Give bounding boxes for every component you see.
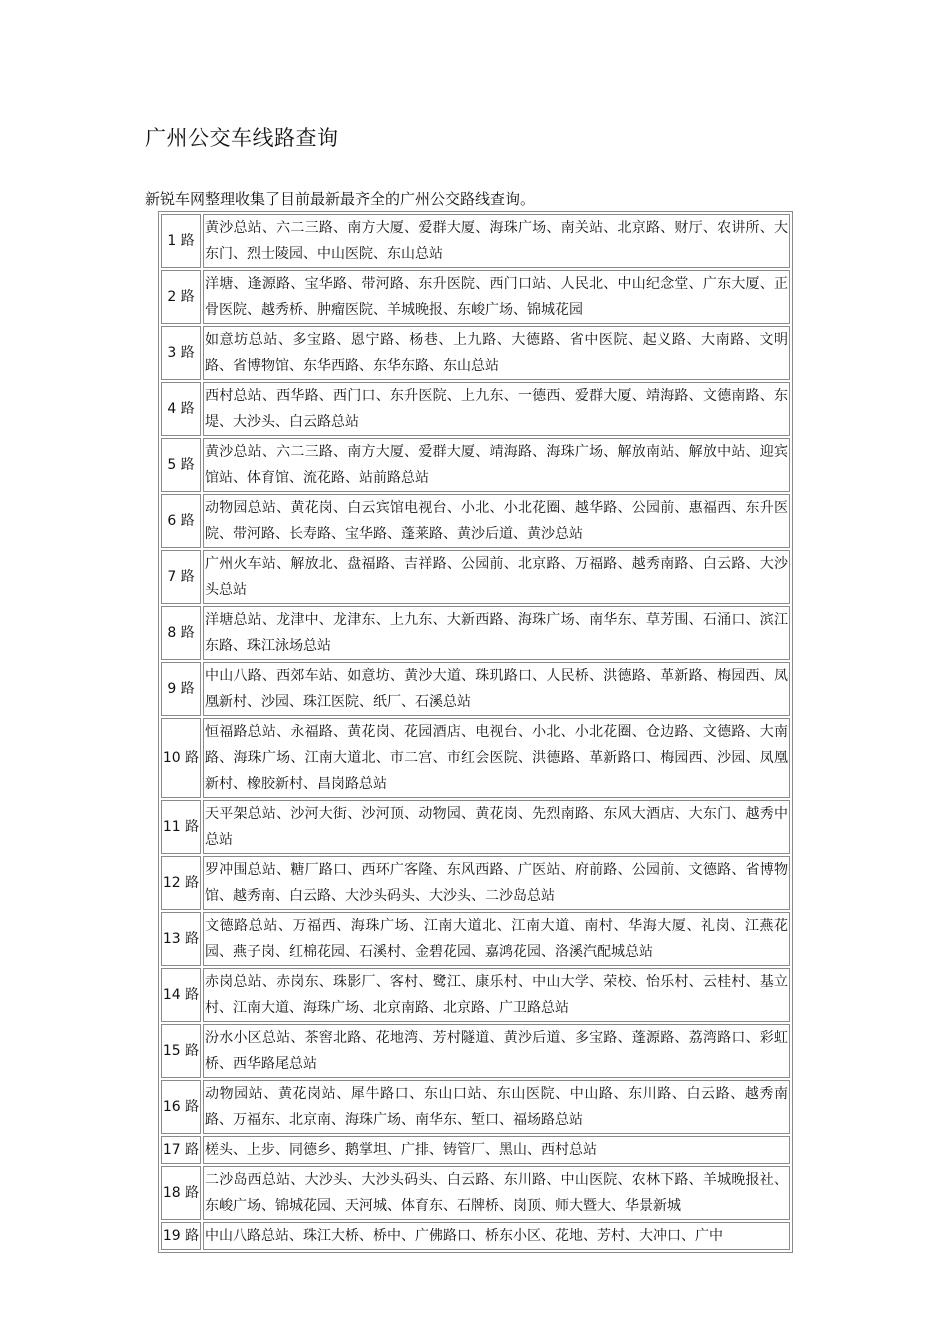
route-number: 17 路 [161,1136,201,1164]
table-row [161,718,790,798]
route-number: 5 路 [161,438,201,492]
table-row [161,912,790,966]
table-row [161,606,790,660]
table-row [161,856,790,910]
route-table [158,211,793,1253]
route-number: 8 路 [161,606,201,660]
route-stops: 文德路总站、万福西、海珠广场、江南大道北、江南大道、南村、华海大厦、礼岗、江燕花园、燕子岗、红棉花园、石溪村、金碧花园、嘉鸿花园、洛溪汽配城总站 [203,912,790,966]
table-row [161,1222,790,1250]
route-number: 18 路 [161,1166,201,1220]
route-stops: 如意坊总站、多宝路、恩宁路、杨巷、上九路、大德路、省中医院、起义路、大南路、文明路、省博物馆、东华西路、东华东路、东山总站 [203,326,790,380]
route-stops: 罗冲围总站、糖厂路口、西环广客隆、东风西路、广医站、府前路、公园前、文德路、省博物馆、越秀南、白云路、大沙头码头、大沙头、二沙岛总站 [203,856,790,910]
route-stops: 广州火车站、解放北、盘福路、吉祥路、公园前、北京路、万福路、越秀南路、白云路、大沙头总站 [203,550,790,604]
route-number: 12 路 [161,856,201,910]
table-row [161,550,790,604]
table-row [161,1166,790,1220]
route-number: 19 路 [161,1222,201,1250]
table-row [161,968,790,1022]
table-row [161,438,790,492]
route-stops: 天平架总站、沙河大街、沙河顶、动物园、黄花岗、先烈南路、东风大酒店、大东门、越秀中总站 [203,800,790,854]
table-row [161,270,790,324]
table-row [161,1024,790,1078]
route-stops: 西村总站、西华路、西门口、东升医院、上九东、一德西、爱群大厦、靖海路、文德南路、东堤、大沙头、白云路总站 [203,382,790,436]
table-row [161,662,790,716]
table-row [161,214,790,268]
route-number: 15 路 [161,1024,201,1078]
route-stops: 二沙岛西总站、大沙头、大沙头码头、白云路、东川路、中山医院、农林下路、羊城晚报社、东峻广场、锦城花园、天河城、体育东、石牌桥、岗顶、师大暨大、华景新城 [203,1166,790,1220]
route-stops: 洋塘总站、龙津中、龙津东、上九东、大新西路、海珠广场、南华东、草芳围、石涌口、滨江东路、珠江泳场总站 [203,606,790,660]
route-stops: 黄沙总站、六二三路、南方大厦、爱群大厦、海珠广场、南关站、北京路、财厅、农讲所、大东门、烈士陵园、中山医院、东山总站 [203,214,790,268]
route-number: 2 路 [161,270,201,324]
intro-text: 新锐车网整理收集了目前最新最齐全的广州公交路线查询。 [145,190,536,208]
route-stops-cell [203,1222,790,1250]
route-number: 9 路 [161,662,201,716]
route-number: 1 路 [161,214,201,268]
table-row [161,800,790,854]
route-stops: 恒福路总站、永福路、黄花岗、花园酒店、电视台、小北、小北花圈、仓边路、文德路、大南路、海珠广场、江南大道北、市二宫、市红会医院、洪德路、革新路口、梅园西、沙园、凤凰新村、橡胶新村、昌岗路总站 [203,718,790,798]
route-stops: 动物园站、黄花岗站、犀牛路口、东山口站、东山医院、中山路、东川路、白云路、越秀南路、万福东、北京南、海珠广场、南华东、堑口、福场路总站 [203,1080,790,1134]
route-stops: 槎头、上步、同德乡、鹅掌坦、广排、铸管厂、黑山、西村总站 [203,1136,790,1164]
route-number: 16 路 [161,1080,201,1134]
route-number: 4 路 [161,382,201,436]
table-row [161,1136,790,1164]
page-title: 广州公交车线路查询 [145,126,339,150]
route-number: 7 路 [161,550,201,604]
table-row [161,326,790,380]
route-stops: 中山八路、西郊车站、如意坊、黄沙大道、珠玑路口、人民桥、洪德路、革新路、梅园西、凤凰新村、沙园、珠江医院、纸厂、石溪总站 [203,662,790,716]
route-stops: 动物园总站、黄花岗、白云宾馆电视台、小北、小北花圈、越华路、公园前、惠福西、东升医院、带河路、长寿路、宝华路、蓬莱路、黄沙后道、黄沙总站 [203,494,790,548]
route-number: 11 路 [161,800,201,854]
route-stops: 中山八路总站、珠江大桥、桥中、广佛路口、桥东小区、花地、芳村、大冲口、广中 [205,1228,723,1244]
route-number: 10 路 [161,718,201,798]
table-row [161,494,790,548]
table-row [161,382,790,436]
table-row [161,1080,790,1134]
route-number: 13 路 [161,912,201,966]
route-stops: 汾水小区总站、茶窖北路、花地湾、芳村隧道、黄沙后道、多宝路、蓬源路、荔湾路口、彩虹桥、西华路尾总站 [203,1024,790,1078]
route-stops: 黄沙总站、六二三路、南方大厦、爱群大厦、靖海路、海珠广场、解放南站、解放中站、迎宾馆站、体育馆、流花路、站前路总站 [203,438,790,492]
route-number: 6 路 [161,494,201,548]
route-number: 14 路 [161,968,201,1022]
route-stops: 赤岗总站、赤岗东、珠影厂、客村、鹭江、康乐村、中山大学、荣校、怡乐村、云桂村、基立村、江南大道、海珠广场、北京南路、北京路、广卫路总站 [203,968,790,1022]
route-number: 3 路 [161,326,201,380]
route-stops: 洋塘、逢源路、宝华路、带河路、东升医院、西门口站、人民北、中山纪念堂、广东大厦、正骨医院、越秀桥、肿瘤医院、羊城晚报、东峻广场、锦城花园 [203,270,790,324]
